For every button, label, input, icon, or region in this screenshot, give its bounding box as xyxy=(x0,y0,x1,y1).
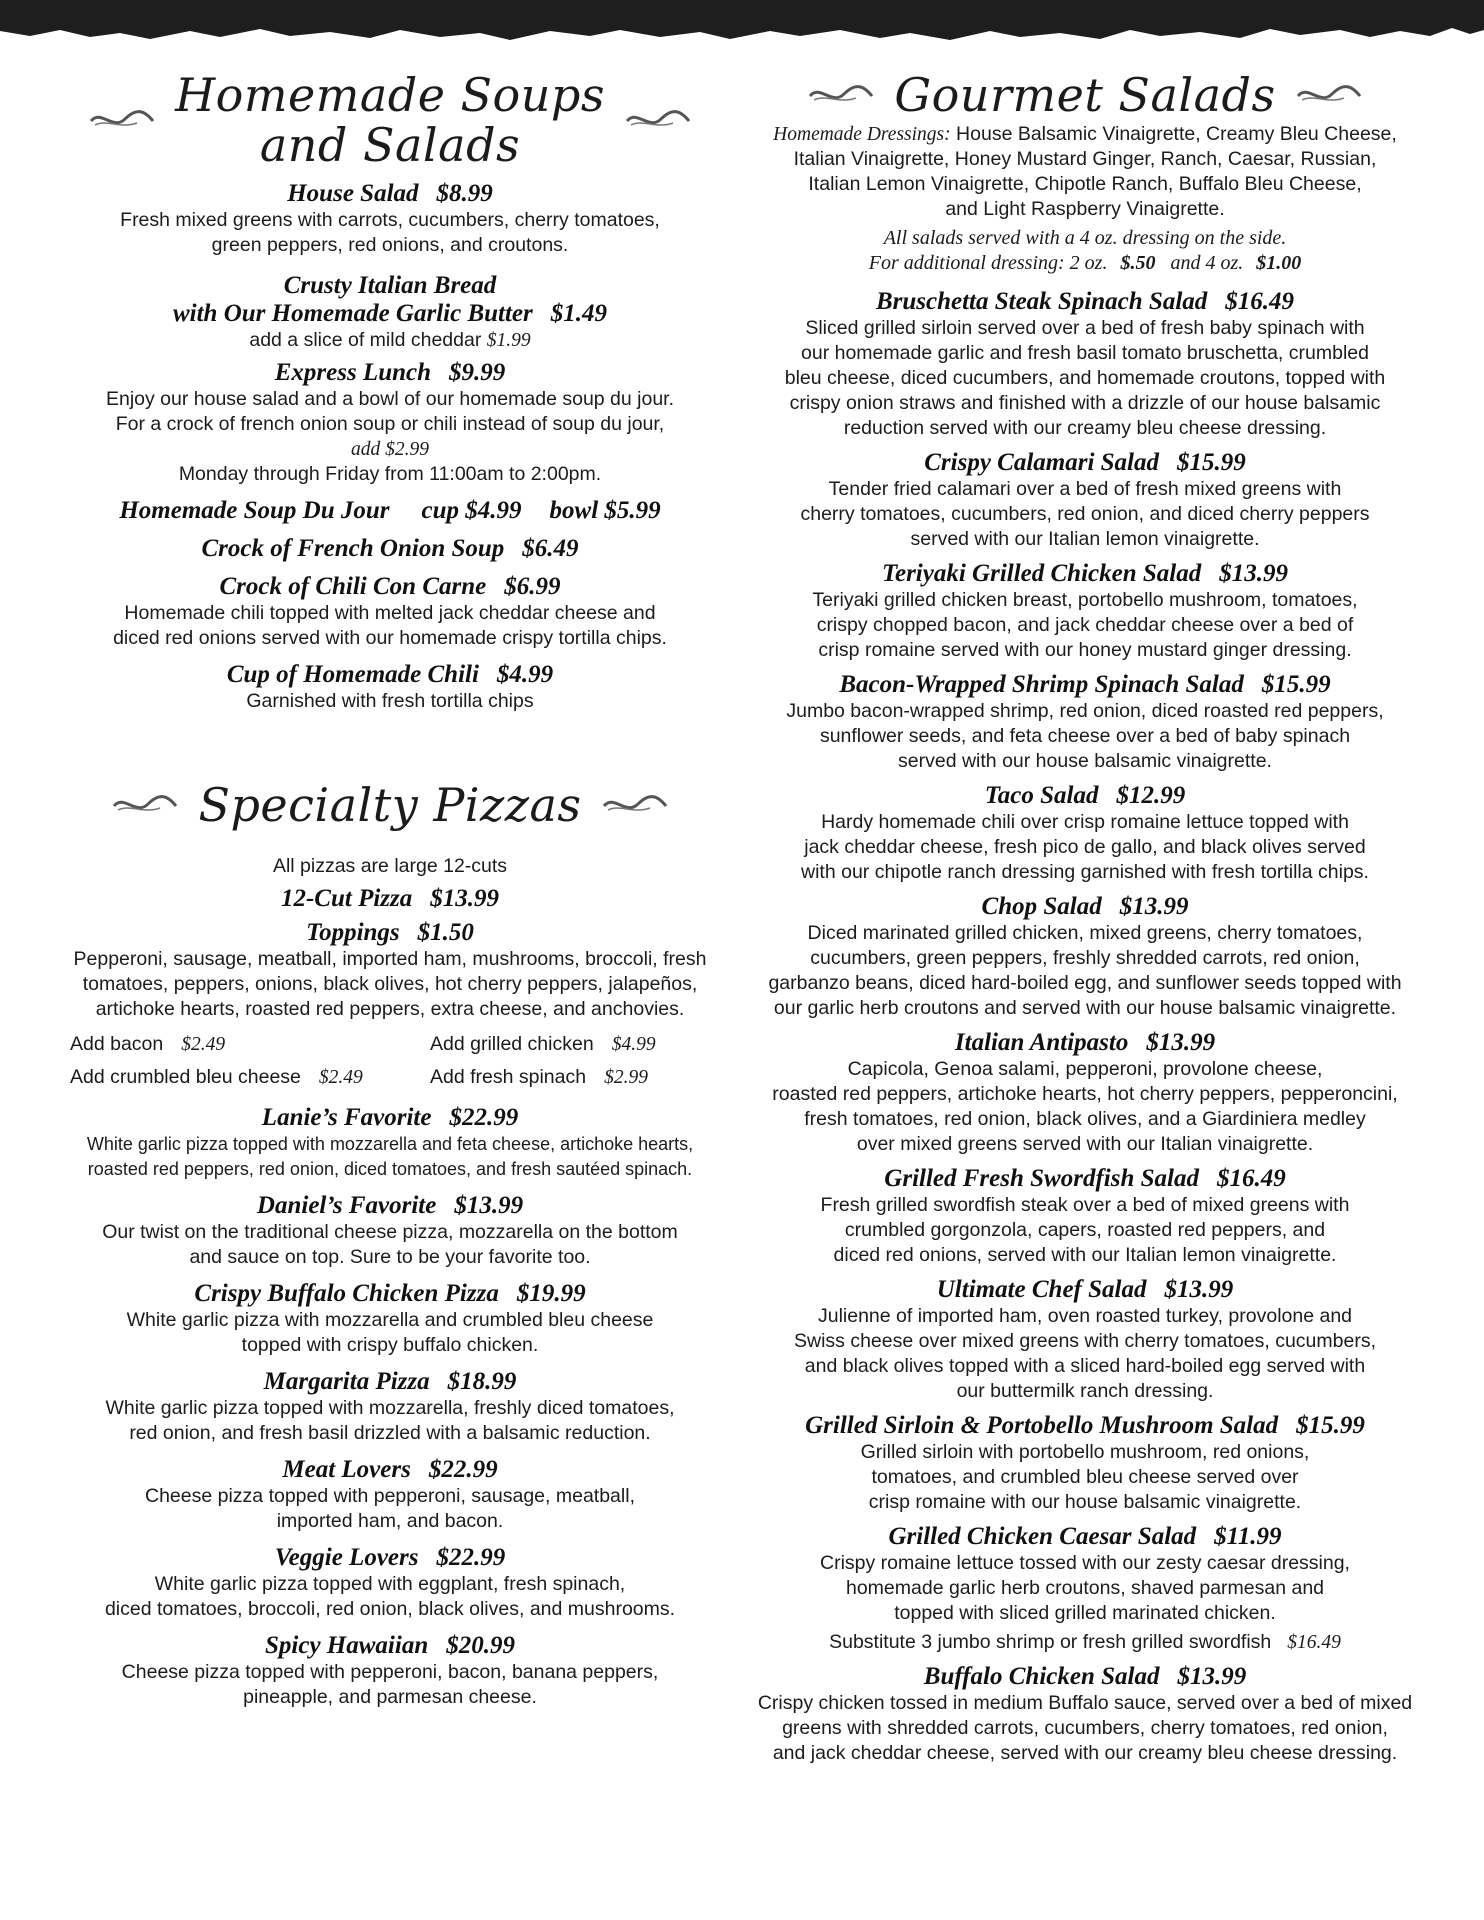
item-add-price: add $2.99 xyxy=(351,439,429,460)
salad-item xyxy=(746,1663,1424,1766)
pizza-intro: All pizzas are large 12-cuts xyxy=(272,855,508,877)
item-desc-line: Fresh mixed greens with carrots, cucumbers, cherry tomatoes, xyxy=(120,209,660,231)
addon-item: Add crumbled bleu cheese $2.49 xyxy=(70,1066,363,1088)
item-desc-line: cherry tomatoes, cucumbers, red onion, and diced cherry peppers xyxy=(800,503,1370,525)
menu-item-meat-lovers xyxy=(70,1456,710,1534)
item-desc-line: with our chipotle ranch dressing garnished with fresh tortilla chips. xyxy=(801,861,1369,883)
right-column xyxy=(746,56,1424,1766)
item-desc-line: fresh tomatoes, red onion, black olives, and a Giardiniera medley xyxy=(804,1108,1366,1130)
item-price-bowl: bowl $5.99 xyxy=(549,497,661,524)
item-price: $22.99 xyxy=(436,1544,506,1571)
item-desc-line: reduction served with our creamy bleu cheese dressing. xyxy=(843,417,1327,439)
item-desc-line: Tender fried calamari over a bed of fresh mixed greens with xyxy=(828,478,1342,500)
item-price: $15.99 xyxy=(1177,449,1246,476)
dressing-note: All salads served with a 4 oz. dressing on the side. xyxy=(883,227,1287,249)
decorative-swash-icon xyxy=(806,82,876,108)
menu-item-soup-du-jour xyxy=(70,497,710,525)
item-desc-line: crumbled gorgonzola, capers, roasted red peppers, and xyxy=(844,1219,1326,1241)
item-desc-line: crisp romaine served with our honey mustard ginger dressing. xyxy=(818,639,1352,661)
item-desc-line: tomatoes, peppers, onions, black olives, hot cherry peppers, jalapeños, xyxy=(82,973,698,995)
item-name: Meat Lovers xyxy=(282,1456,411,1483)
item-desc-line: tomatoes, and crumbled bleu cheese served over xyxy=(871,1466,1299,1488)
item-desc-line: homemade garlic herb croutons, shaved parmesan and xyxy=(845,1577,1325,1599)
decorative-swash-icon xyxy=(1294,82,1364,108)
gourmet-salads-title: Gourmet Salads xyxy=(894,68,1276,122)
item-desc-line: diced tomatoes, broccoli, red onion, black olives, and mushrooms. xyxy=(104,1598,676,1620)
specialty-pizzas-title: Specialty Pizzas xyxy=(198,778,582,832)
item-desc-line: red onion, and fresh basil drizzled with a balsamic reduction. xyxy=(129,1422,651,1444)
item-desc-line: topped with crispy buffalo chicken. xyxy=(241,1334,539,1356)
item-name: Ultimate Chef Salad xyxy=(936,1276,1147,1303)
item-desc-line: artichoke hearts, roasted red peppers, extra cheese, and anchovies. xyxy=(95,998,685,1020)
menu-item-toppings xyxy=(70,919,710,1022)
item-desc-line: crispy chopped bacon, and jack cheddar cheese over a bed of xyxy=(816,614,1354,636)
item-name: Crispy Calamari Salad xyxy=(924,449,1159,476)
item-desc-line: Our twist on the traditional cheese pizza, mozzarella on the bottom xyxy=(102,1221,678,1243)
item-name: Margarita Pizza xyxy=(263,1368,430,1395)
salad-item xyxy=(746,449,1424,552)
menu-item-spicy-hawaiian xyxy=(70,1632,710,1710)
menu-item-italian-bread xyxy=(70,272,710,353)
item-price: $20.99 xyxy=(446,1632,515,1659)
item-name: House Salad xyxy=(287,180,419,207)
item-desc-line: garbanzo beans, diced hard-boiled egg, and sunflower seeds topped with xyxy=(768,972,1402,994)
item-desc-line: Jumbo bacon-wrapped shrimp, red onion, diced roasted red peppers, xyxy=(786,700,1384,722)
item-desc-line: topped with sliced grilled marinated chicken. xyxy=(894,1602,1276,1624)
decorative-swash-icon xyxy=(87,107,157,133)
item-price: $6.49 xyxy=(522,535,579,562)
menu-item-express-lunch xyxy=(70,359,710,487)
item-desc-line: Sliced grilled sirloin served over a bed of fresh baby spinach with xyxy=(805,317,1365,339)
dressings-line: Italian Vinaigrette, Honey Mustard Ginger, Ranch, Caesar, Russian, xyxy=(793,148,1377,170)
gourmet-salads-header xyxy=(746,70,1424,120)
item-price: $22.99 xyxy=(449,1104,519,1131)
item-desc-line: Hardy homemade chili over crisp romaine lettuce topped with xyxy=(821,811,1349,833)
item-desc-line: Capicola, Genoa salami, pepperoni, provolone cheese, xyxy=(847,1058,1323,1080)
item-name: Daniel’s Favorite xyxy=(256,1192,437,1219)
soups-salads-title-line2: and Salads xyxy=(259,118,521,172)
item-desc-line: jack cheddar cheese, fresh pico de gallo, and black olives served xyxy=(804,836,1366,858)
menu-item-french-onion xyxy=(70,535,710,563)
item-desc-line: For a crock of french onion soup or chili instead of soup du jour, xyxy=(115,413,665,435)
item-price: $13.99 xyxy=(430,885,500,912)
item-desc-line: our buttermilk ranch dressing. xyxy=(956,1380,1214,1402)
item-price-cup: cup $4.99 xyxy=(421,497,522,524)
item-name: Veggie Lovers xyxy=(274,1544,419,1571)
menu-item-house-salad xyxy=(70,180,710,258)
dressing-price-4oz: $1.00 xyxy=(1256,252,1302,274)
menu-item-cup-chili xyxy=(70,661,710,714)
item-desc-line: and sauce on top. Sure to be your favorite too. xyxy=(189,1246,591,1268)
menu-item-daniels-favorite xyxy=(70,1192,710,1270)
item-desc-line: served with our Italian lemon vinaigrette. xyxy=(910,528,1260,550)
item-name: Spicy Hawaiian xyxy=(265,1632,429,1659)
item-desc-line: diced red onions served with our homemade crispy tortilla chips. xyxy=(113,627,667,649)
item-price: $13.99 xyxy=(1219,560,1288,587)
menu-item-chili-con-carne xyxy=(70,573,710,651)
item-desc-line: White garlic pizza topped with eggplant, fresh spinach, xyxy=(154,1573,626,1595)
item-name: Crock of Chili Con Carne xyxy=(219,573,487,600)
item-price: $15.99 xyxy=(1261,671,1331,698)
item-name: Crock of French Onion Soup xyxy=(201,535,505,562)
item-desc-line: Homemade chili topped with melted jack cheddar cheese and xyxy=(124,602,656,624)
item-name: Crispy Buffalo Chicken Pizza xyxy=(194,1280,499,1307)
dressing-extra-note: For additional dressing: 2 oz. $.50 and 4 oz. $1.00 xyxy=(868,252,1302,274)
item-name: with Our Homemade Garlic Butter xyxy=(172,300,533,327)
item-desc-line: Crispy romaine lettuce tossed with our zesty caesar dressing, xyxy=(820,1552,1350,1574)
item-price: $6.99 xyxy=(504,573,561,600)
addon-item: Add grilled chicken $4.99 xyxy=(430,1033,656,1055)
item-hours: Monday through Friday from 11:00am to 2:00pm. xyxy=(178,463,602,485)
item-desc-line: Swiss cheese over mixed greens with cherry tomatoes, cucumbers, xyxy=(794,1330,1376,1352)
item-desc-line: Garnished with fresh tortilla chips xyxy=(246,690,534,712)
salad-item xyxy=(746,782,1424,885)
item-name: Crusty Italian Bread xyxy=(283,272,497,299)
substitution-price: $16.49 xyxy=(1287,1632,1341,1653)
item-desc-line: sunflower seeds, and feta cheese over a bed of baby spinach xyxy=(819,725,1351,747)
dressings-block xyxy=(746,122,1424,276)
item-desc-line: Pepperoni, sausage, meatball, imported ham, mushrooms, broccoli, fresh xyxy=(73,948,707,970)
item-price: $8.99 xyxy=(436,180,493,207)
salad-item xyxy=(746,1523,1424,1655)
item-desc-line: green peppers, red onions, and croutons. xyxy=(211,234,569,256)
salad-item xyxy=(746,1412,1424,1515)
dressings-line: Italian Lemon Vinaigrette, Chipotle Ranch, Buffalo Bleu Cheese, xyxy=(808,173,1362,195)
salad-item xyxy=(746,1165,1424,1268)
item-price: $16.49 xyxy=(1216,1165,1286,1192)
decorative-swash-icon xyxy=(600,792,670,818)
item-name: Italian Antipasto xyxy=(954,1029,1129,1056)
item-desc-line: roasted red peppers, red onion, diced tomatoes, and fresh sautéed spinach. xyxy=(87,1159,693,1179)
item-name: Grilled Fresh Swordfish Salad xyxy=(884,1165,1199,1192)
item-desc-line: White garlic pizza topped with mozzarella and feta cheese, artichoke hearts, xyxy=(86,1134,694,1154)
item-desc-line: Cheese pizza topped with pepperoni, bacon, banana peppers, xyxy=(121,1661,659,1683)
item-name: Grilled Chicken Caesar Salad xyxy=(888,1523,1197,1550)
addon-item: Add fresh spinach $2.99 xyxy=(430,1066,648,1088)
item-price: $22.99 xyxy=(428,1456,498,1483)
item-name: Bacon-Wrapped Shrimp Spinach Salad xyxy=(839,671,1244,698)
salad-item xyxy=(746,671,1424,774)
item-desc-line: imported ham, and bacon. xyxy=(276,1510,504,1532)
specialty-pizzas-header xyxy=(70,780,710,830)
soups-salads-title-line1: Homemade Soups xyxy=(175,68,605,122)
dressings-line: House Balsamic Vinaigrette, Creamy Bleu Cheese, xyxy=(956,123,1397,145)
item-price: $4.99 xyxy=(496,661,554,688)
item-desc-line: Cheese pizza topped with pepperoni, sausage, meatball, xyxy=(145,1485,635,1507)
item-desc-line: bleu cheese, diced cucumbers, and homemade croutons, topped with xyxy=(784,367,1386,389)
salad-item xyxy=(746,288,1424,441)
item-name: Cup of Homemade Chili xyxy=(226,661,479,688)
salad-list xyxy=(746,288,1424,1766)
item-desc-line: our homemade garlic and fresh basil tomato bruschetta, crumbled xyxy=(801,342,1369,364)
item-desc-line: White garlic pizza topped with mozzarella, freshly diced tomatoes, xyxy=(105,1397,675,1419)
item-price: $13.99 xyxy=(1164,1276,1234,1303)
item-price: $13.99 xyxy=(1177,1663,1247,1690)
item-desc-line: White garlic pizza with mozzarella and crumbled bleu cheese xyxy=(126,1309,654,1331)
menu-item-lanies-favorite xyxy=(70,1104,710,1182)
item-price: $16.49 xyxy=(1225,288,1295,315)
item-desc-line: Crispy chicken tossed in medium Buffalo sauce, served over a bed of mixed xyxy=(757,1692,1413,1714)
soups-salads-header xyxy=(70,70,710,170)
item-desc-line: and jack cheddar cheese, served with our creamy bleu cheese dressing. xyxy=(772,1742,1398,1764)
decorative-swash-icon xyxy=(110,792,180,818)
item-desc-line: roasted red peppers, artichoke hearts, hot cherry peppers, pepperoncini, xyxy=(772,1083,1398,1105)
menu-item-veggie-lovers xyxy=(70,1544,710,1622)
item-desc-line: diced red onions, served with our Italian lemon vinaigrette. xyxy=(833,1244,1337,1266)
torn-paper-header xyxy=(0,0,1484,60)
salad-item xyxy=(746,1276,1424,1404)
dressings-label: Homemade Dressings: xyxy=(773,124,951,145)
item-desc-line: greens with shredded carrots, cucumbers, cherry tomatoes, red onion, xyxy=(782,1717,1388,1739)
dressings-line: and Light Raspberry Vinaigrette. xyxy=(945,198,1225,220)
item-extra-price: $1.99 xyxy=(486,330,531,351)
pizza-addons xyxy=(70,1028,710,1094)
substitution-note: Substitute 3 jumbo shrimp or fresh grilled swordfish $16.49 xyxy=(829,1631,1341,1653)
item-name: Teriyaki Grilled Chicken Salad xyxy=(882,560,1202,587)
item-price: $15.99 xyxy=(1296,1412,1365,1439)
item-name: Bruschetta Steak Spinach Salad xyxy=(875,288,1208,315)
item-desc-line: Teriyaki grilled chicken breast, portobello mushroom, tomatoes, xyxy=(812,589,1358,611)
menu-item-margarita-pizza xyxy=(70,1368,710,1446)
item-desc-line: our garlic herb croutons and served with our house balsamic vinaigrette. xyxy=(773,997,1397,1019)
item-price: $13.99 xyxy=(1119,893,1189,920)
salad-item xyxy=(746,560,1424,663)
item-price: $13.99 xyxy=(454,1192,524,1219)
item-desc-line: and black olives topped with a sliced hard-boiled egg served with xyxy=(804,1355,1366,1377)
item-desc-line: served with our house balsamic vinaigrette. xyxy=(898,750,1272,772)
item-price: $19.99 xyxy=(516,1280,586,1307)
item-desc-line: crispy onion straws and finished with a drizzle of our house balsamic xyxy=(789,392,1381,414)
item-price: $18.99 xyxy=(447,1368,517,1395)
menu-item-12-cut xyxy=(70,885,710,913)
item-desc-line: cucumbers, green peppers, freshly shredded carrots, red onion, xyxy=(810,947,1360,969)
menu-item-buffalo-chicken-pizza xyxy=(70,1280,710,1358)
item-name: Toppings xyxy=(306,919,400,946)
item-name: Homemade Soup Du Jour xyxy=(119,497,390,524)
item-price: $9.99 xyxy=(449,359,506,386)
item-desc-line: crisp romaine with our house balsamic vinaigrette. xyxy=(868,1491,1302,1513)
item-name: Taco Salad xyxy=(984,782,1099,809)
item-name: Lanie’s Favorite xyxy=(261,1104,432,1131)
item-desc-line: Grilled sirloin with portobello mushroom, red onions, xyxy=(860,1441,1310,1463)
item-name: Chop Salad xyxy=(981,893,1102,920)
item-desc-line: Fresh grilled swordfish steak over a bed of mixed greens with xyxy=(820,1194,1350,1216)
item-name: 12-Cut Pizza xyxy=(280,885,413,912)
salad-item xyxy=(746,1029,1424,1157)
dressing-price-2oz: $.50 xyxy=(1120,252,1156,274)
item-desc-line: Julienne of imported ham, oven roasted turkey, provolone and xyxy=(817,1305,1353,1327)
decorative-swash-icon xyxy=(623,107,693,133)
item-price: $13.99 xyxy=(1146,1029,1216,1056)
salad-item xyxy=(746,893,1424,1021)
item-price: $1.50 xyxy=(417,919,474,946)
left-column xyxy=(70,56,710,1710)
item-extra: add a slice of mild cheddar xyxy=(249,329,482,351)
item-price: $12.99 xyxy=(1116,782,1186,809)
item-price: $1.49 xyxy=(550,300,607,327)
item-name: Buffalo Chicken Salad xyxy=(923,1663,1160,1690)
item-desc-line: Diced marinated grilled chicken, mixed greens, cherry tomatoes, xyxy=(807,922,1363,944)
item-price: $11.99 xyxy=(1214,1523,1282,1550)
item-desc-line: pineapple, and parmesan cheese. xyxy=(243,1686,537,1708)
item-desc-line: Enjoy our house salad and a bowl of our homemade soup du jour. xyxy=(105,388,675,410)
item-name: Express Lunch xyxy=(274,359,432,386)
item-name: Grilled Sirloin & Portobello Mushroom Salad xyxy=(805,1412,1279,1439)
addon-item: Add bacon $2.49 xyxy=(70,1033,226,1055)
item-desc-line: over mixed greens served with our Italian vinaigrette. xyxy=(856,1133,1314,1155)
